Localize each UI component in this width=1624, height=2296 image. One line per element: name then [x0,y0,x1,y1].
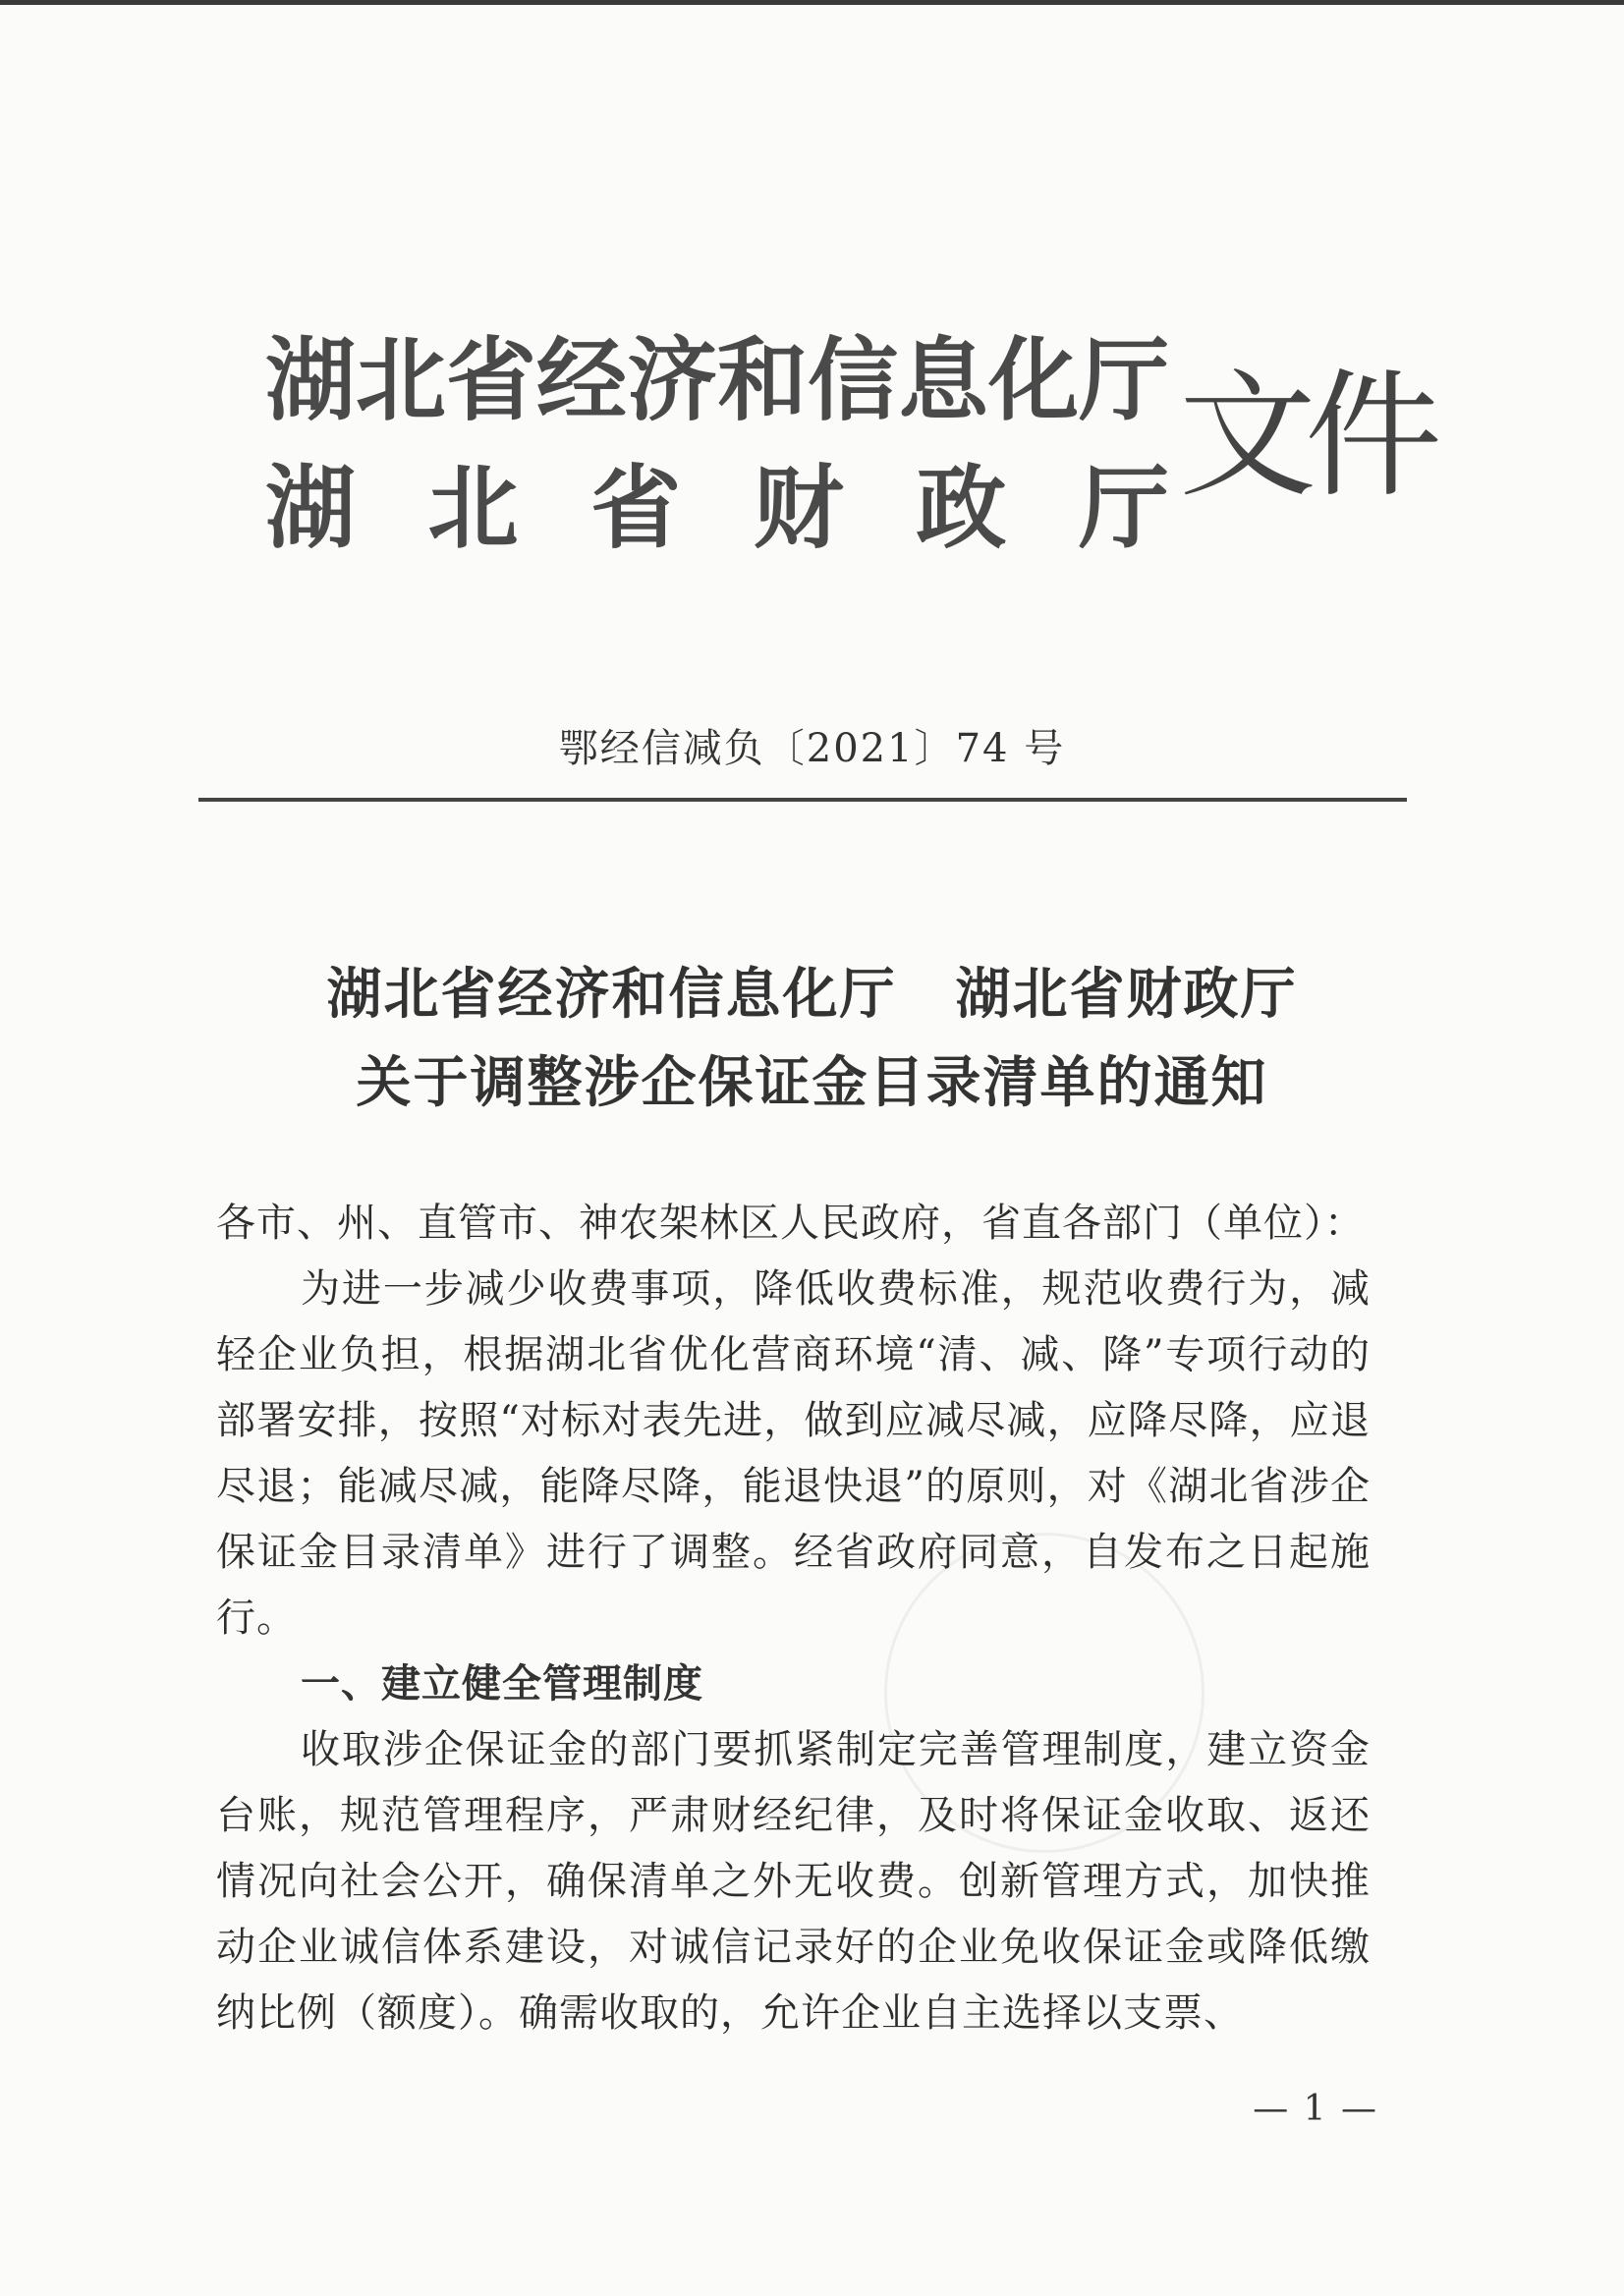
header-char: 北 [427,456,519,561]
header-char: 省 [446,328,537,433]
body-paragraph-2: 收取涉企保证金的部门要抓紧制定完善管理制度，建立资金台账，规范管理程序，严肃财经纪律，及时将保证金收取、返还情况向社会公开，确保清单之外无收费。创新管理方式，加快推动企业诚信体系建设，对诚信记录好的企业免收保证金或降低缴纳比例（额度）。确需收取的，允许企业自主选择以支票、 [216,1727,1371,2036]
header-issuer-2 [265,442,1169,560]
title-issuer-1: 湖北省经济和信息化厅 [326,963,897,1027]
section-heading-1: 一、建立健全管理制度 [301,1661,703,1707]
header-char: 湖 [265,456,357,561]
page-number: — 1 — [1253,2089,1378,2129]
header-char: 厅 [1078,456,1169,561]
header-char: 财 [753,456,844,561]
document-title-line-2: 关于调整涉企保证金目录清单的通知 [356,1051,1268,1115]
header-issuer-1 [265,314,1169,432]
header-char: 和 [717,328,809,433]
header-char: 省 [590,456,682,561]
title-issuer-2: 湖北省财政厅 [955,963,1298,1027]
page-top-edge [0,0,1624,5]
document-title-line-1 [0,951,1624,1030]
header-char: 政 [916,456,1007,561]
header-char: 化 [988,328,1080,433]
header-divider [198,798,1407,802]
document-body [216,1191,1371,2046]
header-char: 北 [356,328,447,433]
body-paragraph-1: 为进一步减少收费事项，降低收费标准，规范收费行为，减轻企业负担，根据湖北省优化营商环境“清、减、降”专项行动的部署安排，按照“对标对表先进，做到应减尽减，应降尽降，应退尽退；能减尽减，能降尽降，能退快退”的原则，对《湖北省涉企保证金目录清单》进行了调整。经省政府同意，自发布之日起施行。 [216,1266,1371,1641]
header-char: 信 [808,328,899,433]
header-char: 息 [898,328,989,433]
header-char: 济 [627,328,718,433]
document-header [265,314,1431,561]
header-char: 湖 [265,328,357,433]
header-doc-type: 文件 [1179,357,1431,517]
document-number: 鄂经信减负〔2021〕74 号 [558,726,1066,771]
header-char: 经 [536,328,628,433]
addressee: 各市、州、直管市、神农架林区人民政府，省直各部门（单位）： [216,1201,1365,1246]
header-char: 厅 [1079,328,1170,433]
